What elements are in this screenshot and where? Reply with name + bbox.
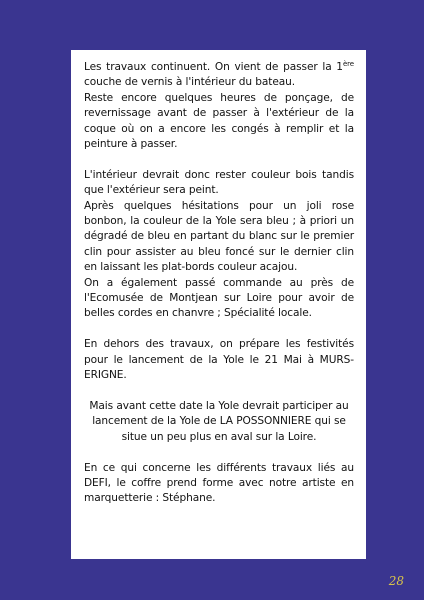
page-number: 28 <box>388 574 404 588</box>
paragraph-interior-color: L'intérieur devrait donc rester couleur bois tandis que l'extérieur sera peint. <box>84 168 354 197</box>
paragraph-varnish-end: couche de vernis à l'intérieur du bateau. <box>84 76 296 89</box>
paragraph-varnish <box>84 60 354 91</box>
paragraph-defi-chest: En ce qui concerne les différents travaux liés au DEFI, le coffre prend forme avec notre artiste en marquetterie : Stéphane. <box>84 461 354 505</box>
paragraph-possonniere: Mais avant cette date la Yole devrait participer au lancement de la Yole de LA POSSONNIERE qui se situe un peu plus en aval sur la Loire. <box>89 399 349 443</box>
paragraph-varnish-start: Les travaux continuent. On vient de passer la 1 <box>84 61 343 73</box>
paragraph-festivities: En dehors des travaux, on prépare les festivités pour le lancement de la Yole le 21 Mai à MURS-ERIGNE. <box>84 338 354 382</box>
paragraph-spacer <box>84 152 354 167</box>
paragraph-spacer <box>84 384 354 399</box>
paragraph-sanding: Reste encore quelques heures de ponçage, de revernissage avant de passer à l'extérieur de la coque où on a encore les congés à remplir et la peinture à passer. <box>84 91 354 151</box>
paragraph-blue-color: Après quelques hésitations pour un joli rose bonbon, la couleur de la Yole sera bleu ; à priori un dégradé de bleu en partant du blanc sur le premier clin pour assister au bleu foncé sur le dernier clin en laissant les plat-bords couleur acajou. <box>84 199 354 274</box>
superscript-ere: ère <box>342 60 354 68</box>
paragraph-ropes: On a également passé commande au près de l'Ecomusée de Montjean sur Loire pour avoir de belles cordes en chanvre ; Spécialité locale. <box>84 276 354 320</box>
paragraph-spacer <box>84 322 354 337</box>
paragraph-spacer <box>84 445 354 460</box>
text-panel <box>71 50 366 559</box>
